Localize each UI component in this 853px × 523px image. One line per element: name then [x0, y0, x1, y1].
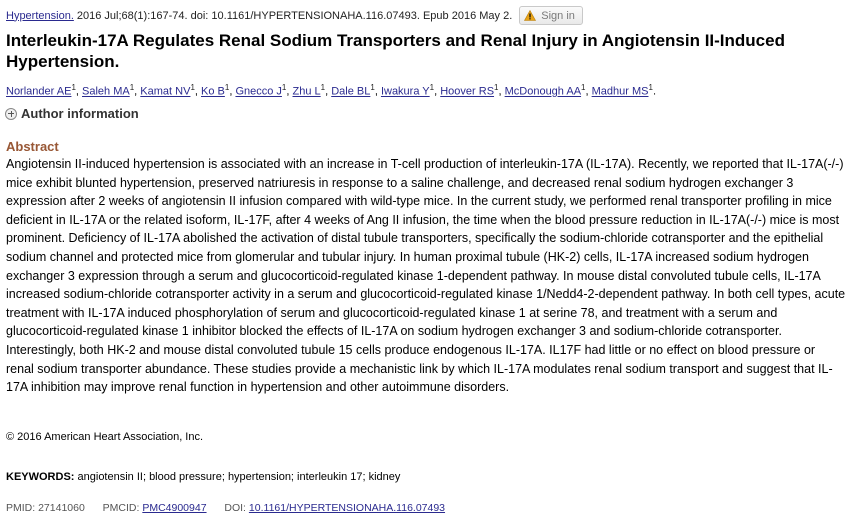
author-affiliation-number: 1 [429, 83, 435, 92]
author-affiliation-number: 1 [370, 83, 375, 92]
citation-line [6, 6, 583, 25]
author-affiliation-number: 1 [129, 83, 135, 92]
author-link[interactable]: Hoover RS [440, 85, 495, 98]
journal-link[interactable]: Hypertension. [6, 9, 74, 22]
pmcid-link[interactable]: PMC4900947 [142, 502, 207, 514]
author-link[interactable]: Saleh MA [82, 85, 130, 98]
expand-plus-icon [5, 108, 17, 120]
author-affiliation-number: 1 [320, 83, 326, 92]
copyright: © 2016 American Heart Association, Inc. [6, 431, 204, 443]
author-list: Norlander $AE^1$, Saleh $MA^1$, Kamat $NV^1$, Ko $B^1$, Gnecco $J^1$, Zhu $L^1$, Dale $BL^1$, Iwakura $Y^1$, Hoover $RS^1$, McDonough $AA^1$, Madhur $MS^1$. [6, 83, 656, 98]
pmid-value: 27141060 [38, 502, 85, 514]
author-affiliation-number: 1 [494, 83, 499, 92]
warning-icon [524, 10, 536, 21]
abstract-heading: Abstract [6, 139, 59, 154]
sign-in-button[interactable] [519, 6, 583, 25]
article-title: Interleukin-17A Regulates Renal Sodium Transporters and Renal Injury in Angiotensin II-Induced Hypertension. [6, 31, 785, 71]
abstract-text: Angiotensin II-induced hypertension is associated with an increase in T-cell production of interleukin-17A (IL-17A). Recently, we reported that IL-17A(-/-) mice exhibit blunted hypertension, preserved natriuresis in response to a saline challenge, and decreased renal sodium hydrogen exchanger 3 expression after 2 weeks of angiotensin II infusion compared with wild-type mice. In the current study, we performed renal transporter profiling in mice deficient in IL-17A or the related isoform, IL-17F, after 4 weeks of Ang II infusion, the time when the blood pressure reduction in IL-17A(-/-) mice is most prominent. Deficiency of IL-17A abolished the activation of distal tubule transporters, specifically the sodium-chloride cotransporter and the epithelial sodium channel and protected mice from glomerular and tubular injury. In human proximal tubule (HK-2) cells, IL-17A increased sodium hydrogen exchanger 3 expression through a serum and glucocorticoid-regulated kinase 1-dependent pathway. In mouse distal convoluted tubule cells, IL-17A increased sodium-chloride cotransporter activity in a serum and glucocorticoid-regulated kinase 1/Nedd4-2-dependent pathway. In both cell types, acute treatment with IL-17A induced phosphorylation of serum and glucocorticoid-regulated kinase 1 at serine 78, and treatment with a serum and glucocorticoid-regulated kinase 1 inhibitor blocked the effects of IL-17A on sodium hydrogen exchanger 3 and sodium-chloride cotransporter. Interestingly, both HK-2 and mouse distal convoluted tubule 15 cells produce endogenous IL-17A. IL17F had little or no effect on blood pressure or renal sodium transporter abundance. These studies provide a mechanistic link by which IL-17A modulates renal sodium transport and suggest that IL-17A inhibition may improve renal function in hypertension and other autoimmune disorders. [6, 157, 846, 395]
author-information-toggle[interactable] [5, 106, 139, 121]
author-information-label: Author information [21, 106, 139, 121]
author-affiliation-number: 1 [281, 83, 287, 92]
author-link[interactable]: Zhu L [292, 85, 321, 98]
author-affiliation-number: 1 [581, 83, 586, 92]
author-link[interactable]: Ko B [201, 85, 225, 98]
sign-in-label: Sign in [541, 9, 575, 22]
doi-label: DOI: [224, 502, 246, 514]
pmid-label: PMID: [6, 502, 36, 514]
author-link[interactable]: Dale BL [331, 85, 371, 98]
pmcid-label: PMCID: [102, 502, 140, 514]
author-link[interactable]: Norlander AE [6, 85, 72, 98]
author-affiliation-number: 1 [648, 83, 653, 92]
author-link[interactable]: McDonough AA [504, 85, 582, 98]
author-link[interactable]: Gnecco J [235, 85, 282, 98]
keywords-label: KEYWORDS: [6, 471, 75, 483]
author-affiliation-number: 1 [71, 83, 76, 92]
doi-link[interactable]: 10.1161/HYPERTENSIONAHA.116.07493 [248, 502, 446, 514]
keywords-text: angiotensin II; blood pressure; hypertension; interleukin 17; kidney [77, 471, 401, 483]
author-affiliation-number: 1 [224, 83, 230, 92]
identifiers-line [6, 502, 445, 514]
author-link[interactable]: Madhur MS [591, 85, 649, 98]
keywords-line [6, 471, 400, 483]
author-affiliation-number: 1 [190, 83, 195, 92]
author-link[interactable]: Kamat NV [140, 85, 191, 98]
citation-details: 2016 Jul;68(1):167-74. doi: 10.1161/HYPERTENSIONAHA.116.07493. Epub 2016 May 2. [76, 9, 513, 22]
author-link[interactable]: Iwakura Y [380, 85, 430, 98]
